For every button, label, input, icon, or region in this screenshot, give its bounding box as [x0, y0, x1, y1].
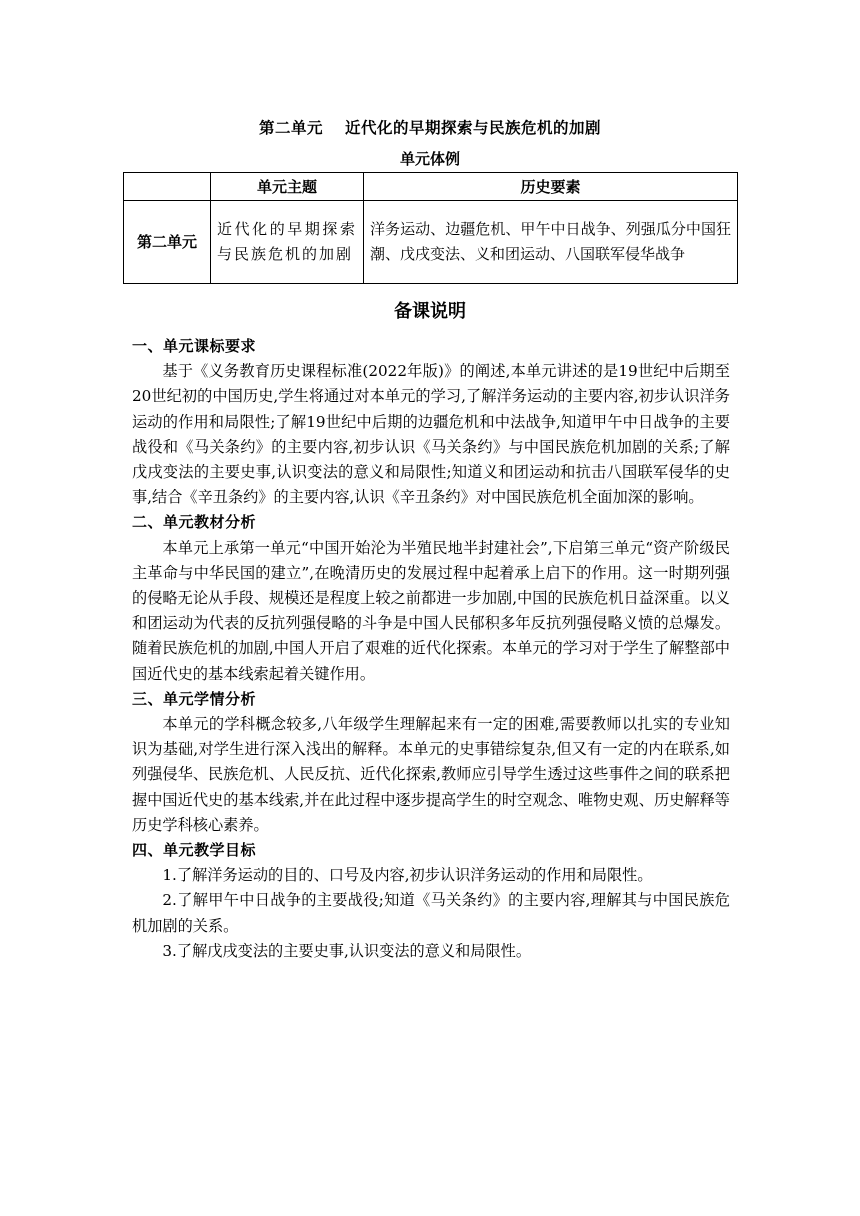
section-heading: 三、单元学情分析: [132, 689, 257, 708]
paragraph: 基于《义务教育历史课程标准(2022年版)》的阐述,本单元讲述的是19世纪中后期至20世纪初的中国历史,学生将通过对本单元的学习,了解洋务运动的主要内容,初步认识洋务运动的作用和局限性;了解19世纪中后期的边疆危机和中法战争,知道甲午中日战争的主要战役和《马关条约》的主要内容,初步认识《马关条约》与中国民族危机加剧的关系;了解戊戌变法的主要史事,认识变法的意义和局限性;知道义和团运动和抗击八国联军侵华的史事,结合《辛丑条约》的主要内容,认识《辛丑条约》对中国民族危机全面加深的影响。: [132, 362, 730, 507]
table-header-row: [124, 173, 738, 201]
table-cell-elements: 洋务运动、边疆危机、甲午中日战争、列强瓜分中国狂潮、戊戌变法、义和团运动、八国联军侵华战争: [364, 201, 738, 284]
paragraph: 3.了解戊戌变法的主要史事,认识变法的意义和局限性。: [162, 941, 532, 960]
unit-title: [0, 116, 860, 138]
unit-label: 第二单元: [258, 119, 323, 137]
section-heading: 二、单元教材分析: [132, 513, 257, 532]
unit-name: 近代化的早期探索与民族危机的加剧: [345, 119, 602, 137]
table-header-cell: 历史要素: [364, 173, 738, 201]
section-heading: 四、单元教学目标: [132, 841, 257, 860]
table-caption: 单元体例: [399, 150, 460, 168]
lesson-notes: [132, 334, 730, 964]
paragraph: 1.了解洋务运动的目的、口号及内容,初步认识洋务运动的作用和局限性。: [162, 866, 653, 885]
table-header-cell: [124, 173, 211, 201]
paragraph: 本单元上承第一单元“中国开始沦为半殖民地半封建社会”,下启第三单元“资产阶级民主革命与中华民国的建立”,在晚清历史的发展过程中起着承上启下的作用。这一时期列强的侵略无论从手段、规模还是程度上较之前都进一步加剧,中国的民族危机日益深重。以义和团运动为代表的反抗列强侵略的斗争是中国人民郁积多年反抗列强侵略义愤的总爆发。随着民族危机的加剧,中国人开启了艰难的近代化探索。本单元的学习对于学生了解整部中国近代史的基本线索起着关键作用。: [132, 538, 730, 683]
section-title: 备课说明: [394, 301, 466, 322]
table-header-cell: 单元主题: [211, 173, 364, 201]
paragraph: 2.了解甲午中日战争的主要战役;知道《马关条约》的主要内容,理解其与中国民族危机加剧的关系。: [132, 891, 730, 935]
paragraph: 本单元的学科概念较多,八年级学生理解起来有一定的困难,需要教师以扎实的专业知识为基础,对学生进行深入浅出的解释。本单元的史事错综复杂,但又有一定的内在联系,如列强侵华、民族危机、人民反抗、近代化探索,教师应引导学生透过这些事件之间的联系把握中国近代史的基本线索,并在此过程中逐步提高学生的时空观念、唯物史观、历史解释等历史学科核心素养。: [132, 715, 730, 834]
section-heading: 一、单元课标要求: [132, 337, 257, 355]
table-cell-theme: 近代化的早期探索与民族危机的加剧: [211, 201, 364, 284]
table-row: [124, 201, 738, 284]
table-cell-unit: 第二单元: [124, 201, 211, 284]
unit-structure-table: [123, 172, 738, 284]
